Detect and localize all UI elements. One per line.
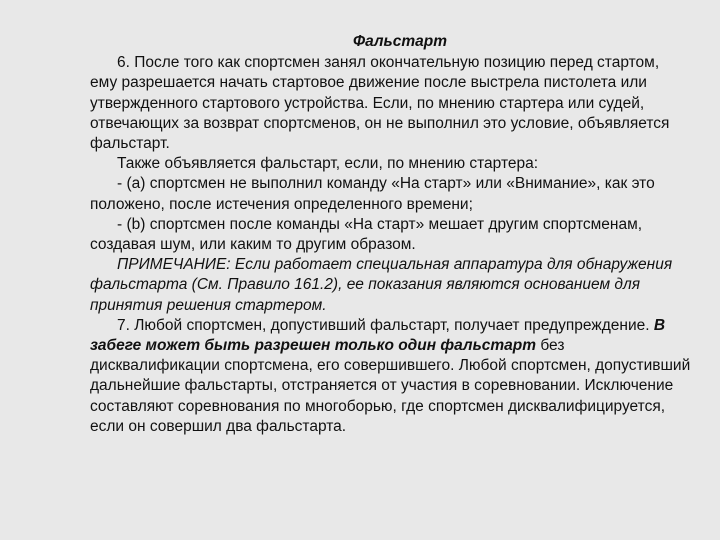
text-line: если он совершил два фальстарта. — [90, 417, 347, 435]
list-item-a: - (а) спортсмен не выполнил команду «На старт» или «Внимание», как это — [117, 175, 655, 193]
text-segment: без — [536, 337, 565, 355]
text-line: фальстарта (См. Правило 161.2), ее показания являются основанием для — [90, 276, 640, 294]
document-title: Фальстарт — [352, 33, 448, 50]
text-line: составляют соревнования по многоборью, где спортсмен дисквалифицируется, — [90, 397, 666, 415]
text-line: создавая шум, или каким то другим образом. — [90, 236, 416, 254]
text-line: отвечающих за возврат спортсменов, он не выполнил это условие, объявляется — [90, 114, 670, 132]
text-line: Также объявляется фальстарт, если, по мнению стартера: — [117, 155, 539, 173]
emphasis-text: В — [653, 316, 666, 334]
paragraph-also-false-start — [90, 154, 700, 255]
document-page — [90, 32, 700, 437]
text-segment: 7. Любой спортсмен, допустивший фальстарт, получает предупреждение. — [117, 316, 654, 334]
paragraph-note — [90, 255, 700, 316]
text-line: утвержденного стартового устройства. Если, по мнению стартера или судей, — [90, 94, 645, 112]
list-item-b: - (b) спортсмен после команды «На старт» мешает другим спортсменам, — [117, 215, 643, 233]
paragraph-rule-7 — [90, 316, 700, 437]
text-line: положено, после истечения определенного времени; — [90, 195, 473, 213]
text-line — [90, 316, 700, 336]
text-line: принятия решения стартером. — [90, 296, 327, 314]
paragraph-rule-6 — [90, 53, 700, 154]
text-line: ПРИМЕЧАНИЕ: Если работает специальная аппаратура для обнаружения — [117, 256, 673, 274]
text-line: фальстарт. — [90, 135, 170, 153]
text-line: дисквалификации спортсмена, его совершившего. Любой спортсмен, допустивший — [90, 357, 691, 375]
text-line: 6. После того как спортсмен занял окончательную позицию перед стартом, — [117, 54, 660, 72]
text-line: ему разрешается начать стартовое движение после выстрела пистолета или — [90, 74, 647, 92]
text-line — [90, 336, 700, 356]
text-line: дальнейшие фальстарты, отстраняется от участия в соревновании. Исключение — [90, 377, 674, 395]
emphasis-text: забеге может быть разрешен только один фальстарт — [90, 337, 537, 355]
